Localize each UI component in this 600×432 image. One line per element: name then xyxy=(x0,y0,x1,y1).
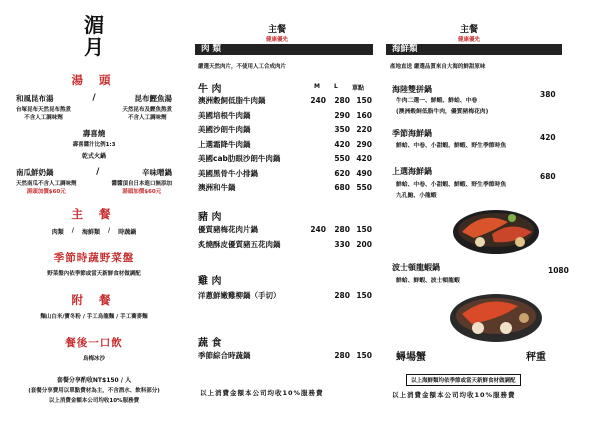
menu-item-name: 洋蔥鮮嫩雞柳鍋（手切） xyxy=(198,291,281,300)
menu-item-row xyxy=(198,168,376,180)
soup-b-desc1: 天然昆布及鰹魚熬煮 xyxy=(122,107,172,113)
seafood-item-4-desc-line1: 鮮蛤、鮮蝦、波士頓龍蝦 xyxy=(396,278,460,284)
menu-item-price-single: 490 xyxy=(356,168,372,178)
middle-header-sub: 健康優先 xyxy=(265,37,288,43)
seafood-item-3-price: 680 xyxy=(540,172,556,181)
service-note: 以上消費金額本公司均收10%服務費 xyxy=(48,398,140,404)
dry-hotpot: 乾式火鍋 xyxy=(81,153,106,160)
seafood-item-4-desc xyxy=(396,276,460,287)
menu-item-price-single: 160 xyxy=(356,110,372,120)
menu-item-row xyxy=(198,153,376,165)
veg-category: 蔬 食 xyxy=(198,338,222,349)
seafood-item-3-desc-line1: 鮮蛤、中卷、小甜蝦、鮮蝦、野生季節時魚 xyxy=(396,182,507,188)
logo-char-2: 月 xyxy=(84,35,104,58)
crab-price: 秤重 xyxy=(526,352,546,363)
seafood-item-2-desc xyxy=(396,141,506,152)
menu-item-price-l: 420 xyxy=(334,139,350,149)
side-desc: 麵山白米/寶冬粉 / 手工烏龍麵 / 手工蕎麥麵 xyxy=(40,314,148,320)
menu-item-row xyxy=(198,224,376,236)
photo2-clam-1 xyxy=(472,322,484,334)
middle-header xyxy=(222,22,332,43)
menu-item-price-m: 240 xyxy=(310,225,326,234)
menu-item-row xyxy=(198,239,376,251)
divider-slash-2: / xyxy=(96,167,100,177)
menu-item-name: 澳洲穀飼低脂牛肉鍋 xyxy=(198,96,266,105)
soup-a xyxy=(16,93,54,104)
menu-item-name: 美國培根牛肉鍋 xyxy=(198,110,251,120)
menu-item-row xyxy=(198,290,376,302)
seafood-item-2-desc-line1: 鮮蛤、中卷、小甜蝦、鮮蝦、野生季節時魚 xyxy=(396,143,507,149)
staple-item-meat: 肉類 xyxy=(51,229,64,236)
left-column xyxy=(6,12,182,405)
share-note: (套餐分享費用以單點費材為主，不含酒水、飲料部分) xyxy=(28,388,160,394)
soup-row-1-desc xyxy=(6,106,182,122)
soup-b-desc2: 不含人工調味劑 xyxy=(127,115,167,121)
seafood-adjust-note: 以上海鮮類均依季節或當天新鮮食材做調配 xyxy=(406,374,521,386)
soup-a-name: 和風昆布湯 xyxy=(16,94,54,103)
menu-item-row xyxy=(198,350,376,362)
menu-item-name: 季節綜合時蔬鍋 xyxy=(198,351,251,360)
menu-item-price-l: 280 xyxy=(334,351,350,360)
soup-d-extra: 湯頭加價$60元 xyxy=(122,189,162,195)
soup-a-desc1: 台塚昆布天然昆布熬煮 xyxy=(16,107,72,113)
seafood-item-3-desc xyxy=(396,180,506,202)
photo2-clam-2 xyxy=(500,322,512,334)
soup-a-desc2: 不含人工調味劑 xyxy=(24,115,63,121)
chicken-category: 雞 肉 xyxy=(198,276,222,287)
right-header-title: 主餐 xyxy=(459,25,478,35)
pork-category: 豬 肉 xyxy=(198,212,222,223)
menu-item-price-single: 290 xyxy=(356,139,372,149)
menu-item-price-single: 150 xyxy=(356,96,372,105)
meat-band: 肉 類 xyxy=(195,44,373,55)
staple-title: 主 餐 xyxy=(71,207,117,221)
seafood-item-1-desc-line1: 牛肉二選一、鮮蝦、鮮蛤、中卷 xyxy=(396,98,478,104)
soup-c-name: 南瓜鮮奶鍋 xyxy=(16,168,54,177)
soup-c-desc1: 天然南瓜不含人工調味劑 xyxy=(16,181,77,187)
menu-item-price-single: 220 xyxy=(356,125,372,134)
size-m-label: M xyxy=(314,83,320,90)
seafood-item-3-desc-line2: 九孔鮑、小龍蝦 xyxy=(396,193,437,199)
menu-item-row xyxy=(198,182,376,194)
soup-row-1 xyxy=(6,93,182,104)
restaurant-logo-icon xyxy=(74,12,114,58)
share-fee: 套餐分享酌收NT$150 / 人 xyxy=(56,377,132,384)
seafood-item-2-name: 季節海鮮鍋 xyxy=(392,129,432,138)
menu-item-price-l: 550 xyxy=(334,154,350,163)
menu-item-price-single: 420 xyxy=(356,154,372,163)
photo-shell-1 xyxy=(475,237,485,247)
seafood-note: 產地直送 嚴選品質來自大海的鮮甜原味 xyxy=(390,64,486,70)
soup-c-extra: 湯頭加價$60元 xyxy=(26,189,66,195)
menu-item-name: 澳洲和牛鍋 xyxy=(198,183,236,192)
menu-item-name: 炙燒酥皮優質豬五花肉鍋 xyxy=(198,239,281,249)
seafood-item-2-price: 420 xyxy=(540,133,556,142)
menu-item-price-l: 280 xyxy=(334,291,350,300)
middle-footer: 以上消費金額本公司均收10%服務費 xyxy=(200,389,324,397)
menu-item-row xyxy=(198,95,376,107)
right-header xyxy=(414,22,524,43)
menu-item-price-single: 150 xyxy=(356,291,372,300)
size-unit-label: 單點 xyxy=(352,85,365,92)
menu-item-row xyxy=(198,110,376,122)
menu-item-price-single: 550 xyxy=(356,183,372,192)
sukiyaki: 壽喜燒 xyxy=(82,129,106,138)
right-footer: 以上消費金額本公司均收10%服務費 xyxy=(392,391,516,399)
menu-item-name: 美國沙朗牛肉鍋 xyxy=(198,125,251,134)
middle-header-title: 主餐 xyxy=(267,25,286,35)
menu-item-price-l: 680 xyxy=(334,183,350,192)
soup-row-2 xyxy=(6,167,182,178)
beef-category: 牛 肉 xyxy=(198,84,222,95)
seafood-item-1-name: 海陸雙拼鍋 xyxy=(392,85,432,94)
side-title: 附 餐 xyxy=(71,293,117,307)
staple-list: 肉類 / 海鮮類 / 時蔬鍋 xyxy=(51,227,137,236)
dessert-title: 餐後一口飲 xyxy=(65,337,123,349)
menu-item-price-single: 150 xyxy=(356,225,372,234)
staple-item-veg: 時蔬鍋 xyxy=(118,229,137,236)
soup-d-desc1: 醬醬頂自日本進口無添加 xyxy=(111,181,172,187)
menu-item-price-m: 240 xyxy=(310,96,326,105)
menu-item-price-l: 290 xyxy=(334,110,350,120)
seafood-item-3-name: 上選海鮮鍋 xyxy=(392,167,432,176)
menu-item-price-l: 350 xyxy=(334,125,350,134)
logo-char-1: 湄 xyxy=(84,13,104,37)
menu-item-price-single: 150 xyxy=(356,351,372,360)
menu-item-price-l: 280 xyxy=(334,225,350,234)
menu-item-name: 上選霜降牛肉鍋 xyxy=(198,139,251,149)
seafood-platter-photo-icon xyxy=(452,202,540,256)
lobster-hotpot-photo-icon xyxy=(448,288,544,344)
sukiyaki-desc: 壽喜醬汁比例1:3 xyxy=(72,142,116,148)
menu-item-name: 優質豬梅花肉片鍋 xyxy=(198,225,258,234)
size-l-label: L xyxy=(334,83,338,90)
divider-slash: / xyxy=(92,93,96,103)
seafood-item-1-desc-line2: (澳洲穀飼低脂牛肉，優質豬梅花肉) xyxy=(396,109,489,115)
crab-name: 蟳場蟹 xyxy=(396,352,426,363)
menu-item-price-l: 620 xyxy=(334,168,350,178)
soup-b-name: 昆布鰹魚湯 xyxy=(134,94,172,103)
staple-item-seafood: 海鮮類 xyxy=(81,229,100,236)
menu-item-price-l: 280 xyxy=(334,96,350,105)
right-header-sub: 健康優先 xyxy=(457,37,480,43)
soup-d-name: 辛味噌鍋 xyxy=(141,168,172,177)
menu-item-price-l: 330 xyxy=(334,239,350,249)
menu-item-name: 美國黑骨牛小排鍋 xyxy=(198,168,258,178)
veg-plate-desc: 野菜盤內依季節或當天新鮮食材做調配 xyxy=(47,271,141,277)
veg-plate-title: 季節時蔬野菜盤 xyxy=(53,252,135,264)
menu-item-row xyxy=(198,139,376,151)
dessert-desc: 烏梅冰沙 xyxy=(82,356,105,362)
photo-veg xyxy=(508,214,516,222)
seafood-item-4-name: 波士頓龍蝦鍋 xyxy=(392,263,440,272)
soup-row-2-desc xyxy=(6,180,182,196)
soup-title: 湯 頭 xyxy=(71,73,117,87)
seafood-band: 海鮮類 xyxy=(386,44,562,55)
meat-note: 嚴選天然肉片，不使用人工合成肉片 xyxy=(198,64,287,70)
seafood-item-1-price: 380 xyxy=(540,90,556,99)
menu-item-row xyxy=(198,124,376,136)
menu-item-price-single: 200 xyxy=(356,239,372,249)
soup-b xyxy=(134,93,172,104)
menu-item-name: 美國cab肋眼沙朗牛肉鍋 xyxy=(198,154,281,163)
photo-shell-2 xyxy=(515,237,525,247)
seafood-item-1-desc xyxy=(396,96,488,118)
seafood-item-4-price: 1080 xyxy=(548,266,569,275)
photo2-clam-3 xyxy=(519,313,529,323)
